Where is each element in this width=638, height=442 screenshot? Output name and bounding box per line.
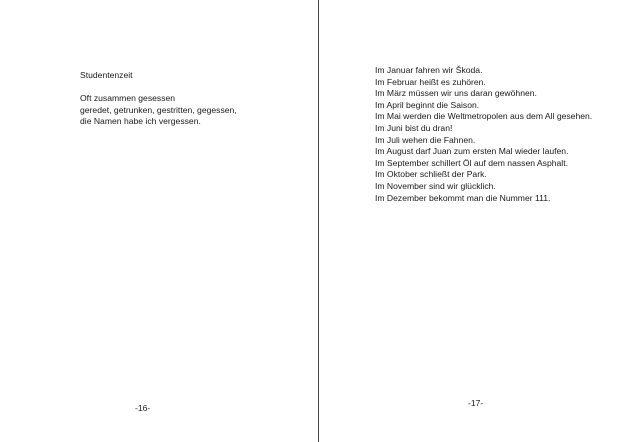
poem-studentenzeit	[80, 70, 237, 128]
poem-line-juni: Im Juni bist du dran!	[375, 122, 453, 133]
poem-line: Oft zusammen gesessen	[80, 93, 176, 104]
poem-line: geredet, getrunken, gestritten, gegessen,	[80, 104, 237, 115]
poem-line-august: Im August darf Juan zum ersten Mal wieder laufen.	[375, 146, 569, 157]
page-number-right: -17-	[468, 398, 484, 408]
poem-line-april: Im April beginnt die Saison.	[375, 99, 480, 110]
page-number-left: -16-	[135, 403, 151, 413]
poem-line-februar: Im Februar heißt es zuhören.	[375, 76, 486, 87]
stanza-gap	[80, 82, 237, 94]
poem-line-dezember: Im Dezember bekommt man die Nummer 111.	[375, 192, 551, 203]
poem-line-maerz: Im März müssen wir uns daran gewöhnen.	[375, 88, 537, 99]
left-page	[0, 0, 318, 442]
poem-line: die Namen habe ich vergessen.	[80, 116, 201, 127]
poem-line-oktober: Im Oktober schließt der Park.	[375, 169, 487, 180]
poem-line-november: Im November sind wir glücklich.	[375, 180, 496, 191]
poem-line-juli: Im Juli wehen die Fahnen.	[375, 134, 476, 145]
poem-title: Studentenzeit	[80, 70, 133, 80]
poem-line-mai: Im Mai werden die Weltmetropolen aus dem All gesehen.	[375, 111, 593, 122]
poem-months	[375, 65, 592, 204]
book-spine-divider	[318, 0, 319, 442]
right-page	[320, 0, 638, 442]
poem-line-januar: Im Januar fahren wir Škoda.	[375, 65, 483, 75]
poem-line-september: Im September schillert Öl auf dem nassen Asphalt.	[375, 157, 568, 168]
